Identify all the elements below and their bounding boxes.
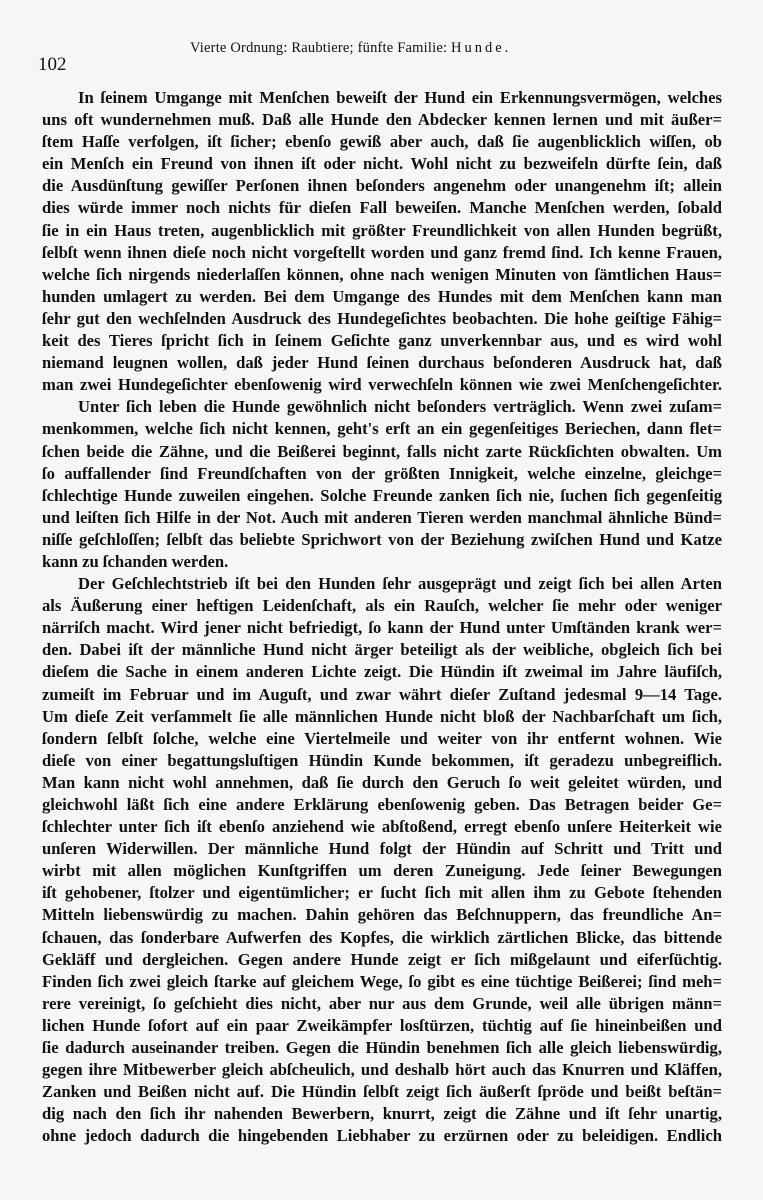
text-line: ſehr gut den wechſelnden Ausdruck des Hundegeſichtes beobachten. Die hohe geiſtige Fähig= [42,308,722,328]
paragraph-first-line: Der Geſchlechtstrieb iſt bei den Hunden ſehr ausgeprägt und zeigt ſich bei allen Arten [78,574,722,594]
text-line: dieſe von einer begattungsluſtigen Hündin Kunde bekommen, iſt geradezu unbegreiflich. [42,750,722,770]
text-line: welche ſich nirgends niederlaſſen können, ohne nach wenigen Minuten von ſämtlichen Haus= [42,264,722,284]
text-line: den. Dabei iſt der männliche Hund nicht ärger beteiligt als der weibliche, obgleich ſich bei [42,640,722,660]
text-line: niſſe geſchloſſen; ſelbſt das beliebte Sprichwort von der Beziehung zwiſchen Hund und Katze [42,529,722,549]
text-line: ſie in ein Haus treten, augenblicklich mit größter Freundlichkeit von allen Hunden begrüßt, [42,220,722,240]
text-line: ein Menſch ein Freund von ihnen iſt oder nicht. Wohl nicht zu bezweifeln dürfte ſein, daß [42,154,722,174]
text-line: ſie dadurch auseinander treiben. Gegen die Hündin benehmen ſich alle gleich liebenswürdig, [42,1038,722,1058]
running-head-text: Vierte Ordnung: Raubtiere; fünfte Familie: [190,40,452,56]
text-line: ſchlechter unter ſich iſt ebenſo anziehend wie abſtoßend, erregt ebenſo unſere Heiterkeit wie [42,817,722,837]
text-line: dieſem die Sache in einem anderen Lichte zeigt. Die Hündin iſt zweimal im Jahre läufiſch, [42,662,722,682]
text-line: Mitteln liebenswürdig zu machen. Dahin gehören das Beſchnuppern, das freundliche An= [42,905,722,925]
text-line: dies würde immer noch nichts für dieſen Fall beweiſen. Manche Menſchen werden, ſobald [42,198,722,218]
paragraph-first-line: Unter ſich leben die Hunde gewöhnlich nicht beſonders verträglich. Wenn zwei zuſam= [78,397,722,417]
text-line: die Ausdünſtung gewiſſer Perſonen ihnen beſonders angenehm oder unangenehm iſt; allein [42,176,722,196]
text-line: ſondern ſelbſt ſolche, welche eine Viertelmeile und weiter von ihr entfernt wohnen. Wie [42,728,722,748]
text-line: menkommen, welche ſich nicht kennen, geht's erſt an ein gegenſeitiges Beriechen, dann flet= [42,419,722,439]
text-line: keit des Tieres ſpricht ſich in ſeinem Geſichte ganz unverkennbar aus, und es wird wohl [42,331,722,351]
text-line: wirbt mit allen möglichen Kunſtgriffen um deren Zuneigung. Jede ſeiner Bewegungen [42,861,722,881]
text-line: unſeren Widerwillen. Der männliche Hund folgt der Hündin auf Schritt und Tritt und [42,839,722,859]
text-line: niemand leugnen wollen, daß jeder Hund ſeinen durchaus beſonderen Ausdruck hat, daß [42,353,722,373]
text-line: ſchauen, das ſonderbare Aufwerfen des Kopfes, die wirklich zärtlichen Blicke, das bittende [42,927,722,947]
text-line: rere vereinigt, ſo geſchieht dies nicht, aber nur aus dem Grunde, weil alle übrigen männ= [42,993,722,1013]
body-text [42,87,722,1148]
text-line: Um dieſe Zeit verſammelt ſie alle männlichen Hunde nicht bloß der Nachbarſchaft um ſich, [42,706,722,726]
text-line: Man kann nicht wohl annehmen, daß ſie durch den Geruch ſo weit geleitet würden, und [42,772,722,792]
page-number: 102 [38,54,67,75]
text-line: uns oft wundernehmen muß. Daß alle Hunde den Abdecker kennen lernen und mit äußer= [42,110,722,130]
text-line: ſo auffallender ſind Freundſchaften von der größten Innigkeit, welche einzelne, gleichge= [42,463,722,483]
text-line: gegen ihre Mitbewerber gleich abſcheulich, und deshalb hört auch das Knurren und Kläffen, [42,1060,722,1080]
text-line: gleichwohl läßt ſich eine andere Erklärung ebenſowenig geben. Das Betragen beider Ge= [42,795,722,814]
paragraph-first-line: In ſeinem Umgange mit Menſchen beweiſt der Hund ein Erkennungsvermögen, welches [78,88,722,107]
text-line: ſelbſt wenn ihnen dieſe noch nicht vorgeſtellt worden und ganz fremd ſind. Ich kenne Frauen, [42,242,722,262]
text-line: zumeiſt im Februar und im Auguſt, und zwar währt dieſer Zuſtand jedesmal 9—14 Tage. [42,684,722,704]
text-line: hunden umlagert zu werden. Bei dem Umgange des Hundes mit dem Menſchen kann man [42,286,722,306]
text-line: kann zu ſchanden werden. [42,551,229,571]
text-line: dig nach den ſich ihr nahenden Bewerbern, knurrt, zeigt die Zähne und iſt ſehr unartig, [42,1104,722,1124]
text-line: lichen Hunde ſofort auf ein paar Zweikämpfer losſtürzen, tüchtig auf ſie hineinbeißen und [42,1015,722,1035]
text-line: man zwei Hundegeſichter ebenſowenig wird verwechſeln können wie zwei Menſchengeſichter. [42,375,722,395]
running-head [190,40,590,57]
text-line: närriſch macht. Wird jener nicht befriedigt, ſo kann der Hund unter Umſtänden krank wer= [42,618,722,638]
text-line: iſt gehobener, ſtolzer und eigentümlicher; er ſucht ſich mit allen ihm zu Gebote ſtehenden [42,883,722,903]
text-line: ſchen beide die Zähne, und die Beißerei beginnt, falls nicht zarte Rückſichten obwalten. Um [42,441,722,461]
text-line: als Äußerung einer heftigen Leidenſchaft, als ein Rauſch, welcher ſie mehr oder weniger [42,596,722,616]
text-line: Zanken und Beißen nicht auf. Die Hündin ſelbſt zeigt ſich äußerſt ſpröde und beißt beſtän= [42,1082,722,1102]
text-line: und leiſten ſich Hilfe in der Not. Auch mit anderen Tieren werden manchmal ähnliche Bünd= [42,507,722,527]
text-line: ohne jedoch dadurch die hingebenden Liebhaber zu erzürnen oder zu beleidigen. Endlich [42,1126,722,1146]
text-line: Finden ſich zwei gleich ſtarke auf gleichem Wege, ſo gibt es eine tüchtige Beißerei; ſind meh= [42,971,722,991]
running-head-family: Hunde. [451,40,512,56]
text-line: ſtem Haſſe verfolgen, iſt ſicher; ebenſo gewiß aber auch, daß ſie augenblicklich wiſſen, ob [42,132,722,152]
text-line: ſchlechtige Hunde zuweilen eingehen. Solche Freunde zanken ſich nie, ſuchen ſich gegenſeitig [42,485,722,505]
text-line: Gekläff und dergleichen. Gegen andere Hunde zeigt er ſich mißgelaunt und eiferſüchtig. [42,949,722,969]
